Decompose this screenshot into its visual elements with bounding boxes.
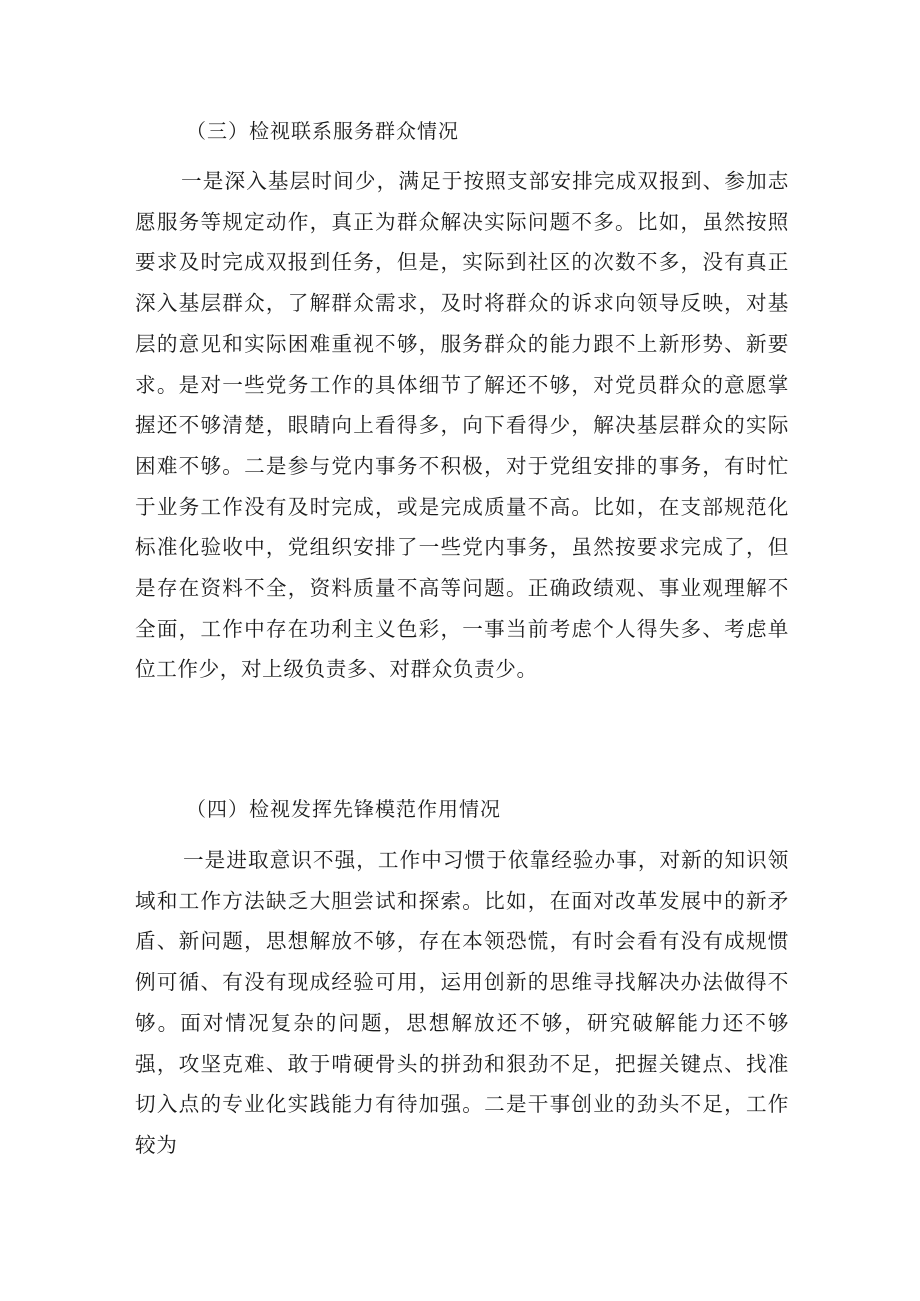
section-4-heading: （四）检视发挥先锋模范作用情况 [186, 797, 501, 821]
section-3-heading: （三）检视联系服务群众情况 [186, 119, 459, 143]
section-3-paragraph: 一是深入基层时间少，满足于按照支部安排完成双报到、参加志愿服务等规定动作，真正为群众解决实际问题不多。比如，虽然按照要求及时完成双报到任务，但是，实际到社区的次数不多，没有真正深入基层群众，了解群众需求，及时将群众的诉求向领导反映，对基层的意见和实际困难重视不够，服务群众的能力跟不上新形势、新要求。是对一些党务工作的具体细节了解还不够，对党员群众的意愿掌握还不够清楚，眼睛向上看得多，向下看得少，解决基层群众的实际困难不够。二是参与党内事务不积极，对于党组安排的事务，有时忙于业务工作没有及时完成，或是完成质量不高。比如，在支部规范化标准化验收中，党组织安排了一些党内事务，虽然按要求完成了，但是存在资料不全，资料质量不高等问题。正确政绩观、事业观理解不全面，工作中存在功利主义色彩，一事当前考虑个人得失多、考虑单位工作少，对上级负责多、对群众负责少。 [135, 169, 789, 682]
section-4-paragraph: 一是进取意识不强，工作中习惯于依靠经验办事，对新的知识领域和工作方法缺乏大胆尝试和探索。比如，在面对改革发展中的新矛盾、新问题，思想解放不够，存在本领恐慌，有时会看有没有成规惯例可循、有没有现成经验可用，运用创新的思维寻找解决办法做得不够。面对情况复杂的问题，思想解放还不够，研究破解能力还不够强，攻坚克难、敢于啃硬骨头的拼劲和狠劲不足，把握关键点、找准切入点的专业化实践能力有待加强。二是干事创业的劲头不足，工作较为 [135, 848, 789, 1157]
